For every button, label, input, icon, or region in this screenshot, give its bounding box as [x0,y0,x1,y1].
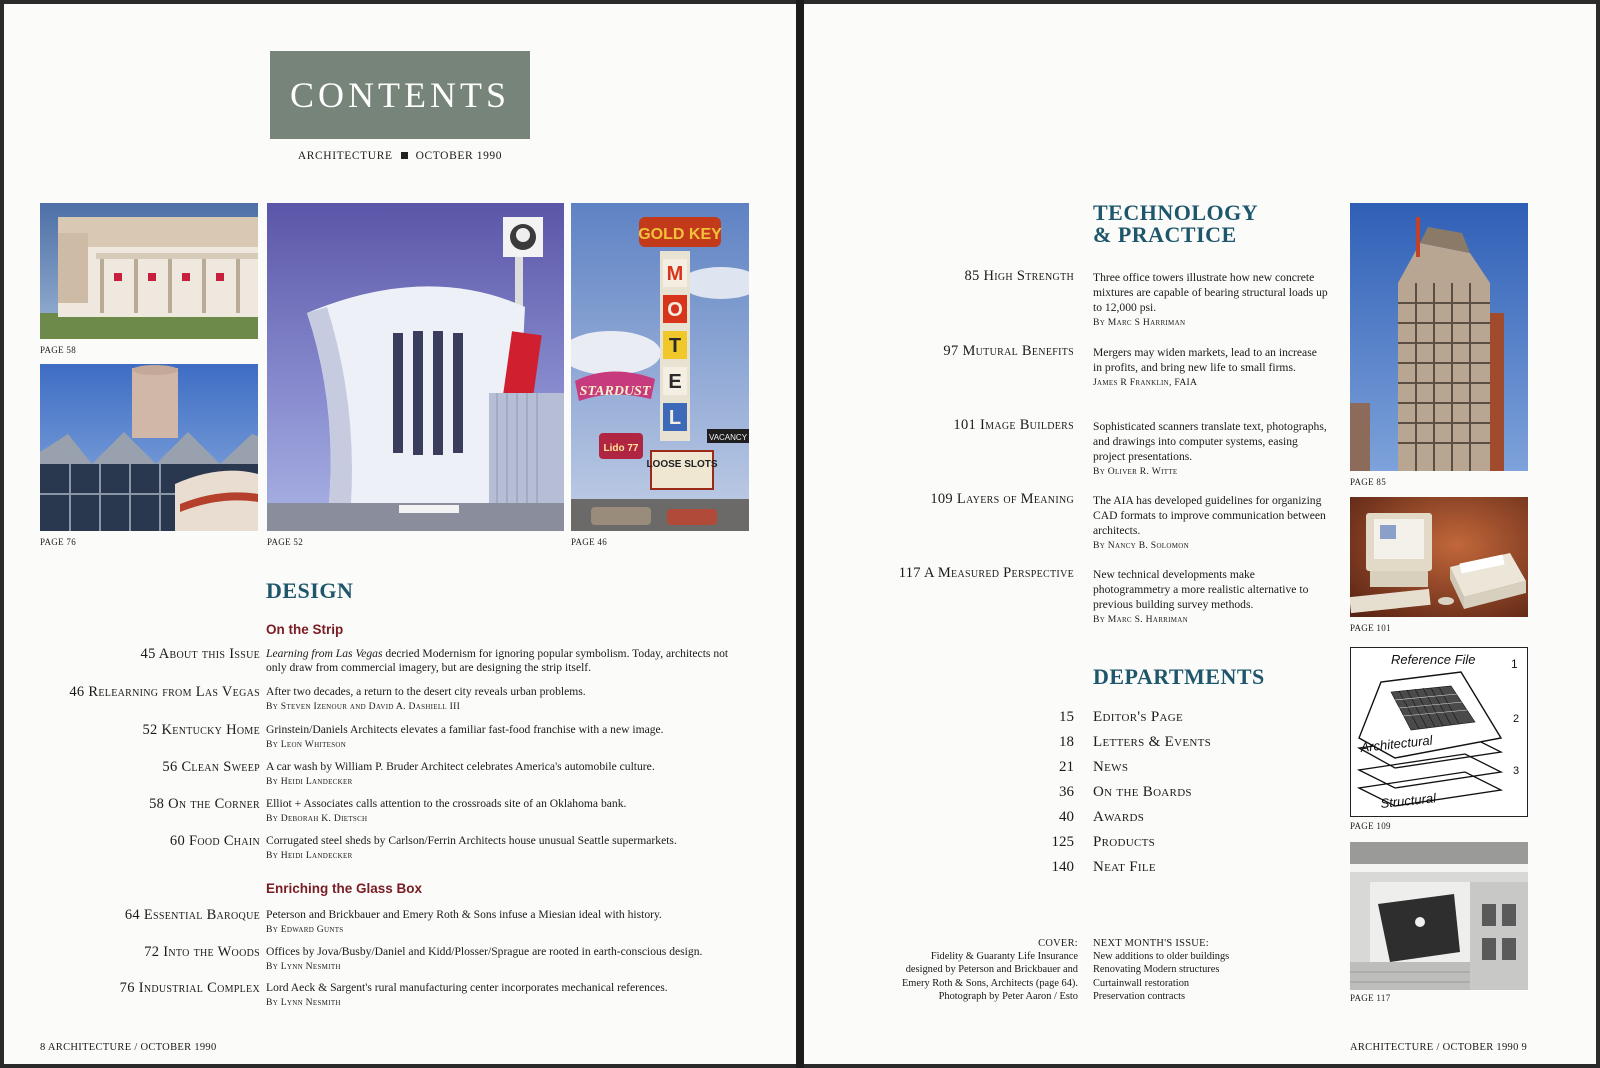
sign-vacancy: VACANCY [708,433,748,442]
left-page [4,4,796,1064]
square-bullet-icon [401,152,408,159]
article-description: Corrugated steel sheds by Carlson/Ferrin Architects house unusual Seattle supermarkets. By Heidi Landecker [266,834,736,863]
department-item: 18 Letters & Events [1059,734,1212,750]
sign-motel-m: M [666,263,684,285]
photo-office-tower [1350,203,1528,471]
next-month-issue: NEXT MONTH'S ISSUE: New additions to older buildings Renovating Modern structures Curtainwall restoration Preservation contracts [1093,938,1230,1002]
diagram-architectural-label: Architectural [1359,732,1434,755]
photo-kentucky-fried-chicken [267,203,564,531]
article-byline: James R Franklin, FAIA [1093,377,1198,388]
article-byline: By Heidi Landecker [266,776,353,787]
article-description: After two decades, a return to the desert city reveals urban problems. By Steven Izenour and David A. Dashiell III [266,685,736,714]
caption-page-52: PAGE 52 [267,537,304,547]
photo-building-survey [1350,842,1528,990]
article-description: Mergers may widen markets, lead to an increase in profits, and bring new life to small firms. James R Franklin, FAIA [1093,345,1328,390]
masthead [270,150,530,162]
article-description: Elliot + Associates calls attention to the crossroads site of an Oklahoma bank. By Deborah K. Dietsch [266,797,736,826]
article-number-title: 52 Kentucky Home [142,722,260,738]
article-number-title: 97 Mutural Benefits [943,343,1074,359]
article-byline: By Lynn Nesmith [266,997,341,1008]
article-description: Lord Aeck & Sargent's rural manufacturing center incorporates mechanical references. By Lynn Nesmith [266,981,736,1010]
subsection-enriching-glass-box: Enriching the Glass Box [266,881,423,896]
department-item: 125 Products [1051,834,1156,850]
right-page [804,4,1596,1064]
article-lead-italic: Learning from Las Vegas [266,647,383,660]
article-number-title: 117 A Measured Perspective [898,565,1074,581]
article-byline: By Heidi Landecker [266,850,353,861]
article-number-title: 101 Image Builders [953,417,1074,433]
article-description: The AIA has developed guidelines for organizing CAD formats to improve communication between architects. By Nancy B. Solomon [1093,493,1328,553]
article-number-title: 58 On the Corner [149,796,260,812]
photo-computer-scanner [1350,497,1528,617]
issue-date: OCTOBER 1990 [415,150,503,162]
diagram-structural-label: Structural [1379,790,1437,811]
diagram-layer-number-1: 1 [1511,657,1518,671]
photo-oklahoma-bank [40,203,258,339]
department-item: 21 News [1059,759,1129,775]
contents-title: CONTENTS [290,75,510,115]
article-byline: By Marc S Harriman [1093,317,1186,328]
diagram-layer-number-2: 2 [1513,713,1520,725]
article-byline: By Edward Gunts [266,924,344,935]
section-title-design: DESIGN [266,578,354,603]
section-title-technology: TECHNOLOGY & PRACTICE [1093,200,1259,247]
department-item: 140 Neat File [1051,859,1156,875]
caption-page-85: PAGE 85 [1350,477,1387,487]
diagram-reference-file-label: Reference File [1391,652,1476,667]
article-number-title: 60 Food Chain [169,833,260,849]
sign-motel-o: O [667,299,683,321]
sign-stardust: STARDUST [579,384,651,399]
caption-page-58: PAGE 58 [40,345,77,355]
caption-page-101: PAGE 101 [1350,623,1391,633]
article-byline: By Marc S. Harriman [1093,614,1188,625]
caption-page-117: PAGE 117 [1350,993,1391,1003]
photo-industrial-complex [40,364,258,531]
article-number-title: 45 About this Issue [140,646,260,662]
page-gutter [796,0,804,1068]
sign-motel-t: T [668,335,682,357]
sign-motel-e: E [668,371,682,393]
department-item: 36 On the Boards [1059,784,1192,800]
caption-page-76: PAGE 76 [40,537,77,547]
photo-las-vegas-signs [571,203,749,531]
folio-right: ARCHITECTURE / OCTOBER 1990 9 [1350,1042,1528,1053]
sign-loose-slots: LOOSE SLOTS [646,459,718,470]
article-byline: By Lynn Nesmith [266,961,341,972]
department-item: 15 Editor's Page [1059,709,1183,725]
cover-credit: COVER: Fidelity & Guaranty Life Insurance designed by Peterson and Brickbauer and Emery Roth & Sons, Architects (page 64). Photograph by Peter Aaron / Esto [901,938,1078,1002]
article-number-title: 76 Industrial Complex [119,980,260,996]
article-number-title: 46 Relearning from Las Vegas [69,684,260,700]
sign-gold-key: GOLD KEY [638,226,722,243]
caption-page-109: PAGE 109 [1350,821,1391,831]
article-number-title: 72 Into the Woods [144,944,260,960]
caption-page-46: PAGE 46 [571,537,608,547]
sign-lido: Lido 77 [603,443,639,454]
article-description: New technical developments make photogrammetry a more realistic alternative to previous building survey methods. By Marc S. Harriman [1093,567,1328,627]
article-description: Peterson and Brickbauer and Emery Roth & Sons infuse a Miesian ideal with history. By Edward Gunts [266,908,736,937]
folio-left: 8 ARCHITECTURE / OCTOBER 1990 [40,1042,217,1053]
article-number-title: 64 Essential Baroque [124,907,260,923]
publication-name: ARCHITECTURE [297,150,393,162]
article-description: Learning from Las Vegas decried Modernism for ignoring popular symbolism. Today, architects not only draw from commercial imagery, but are designing the strip itself. [266,647,729,674]
article-byline: By Oliver R. Witte [1093,466,1178,477]
article-byline: By Steven Izenour and David A. Dashiell III [266,701,461,712]
section-title-departments: DEPARTMENTS [1093,664,1265,689]
diagram-layer-number-3: 3 [1513,765,1520,777]
article-number-title: 109 Layers of Meaning [930,491,1074,507]
article-byline: By Deborah K. Dietsch [266,813,368,824]
subsection-on-the-strip: On the Strip [266,622,344,637]
sign-motel-l: L [668,407,682,429]
article-description: Grinstein/Daniels Architects elevates a familiar fast-food franchise with a new image. By Leon Whiteson [266,723,736,752]
article-description: Three office towers illustrate how new concrete mixtures are capable of bearing structural loads up to 12,000 psi. By Marc S Harriman [1093,271,1328,328]
article-number-title: 85 High Strength [964,268,1074,284]
article-description: A car wash by William P. Bruder Architect celebrates America's automobile culture. By Heidi Landecker [266,760,736,789]
article-byline: By Leon Whiteson [266,739,347,750]
diagram-cad-layers [1350,647,1528,817]
article-byline: By Nancy B. Solomon [1093,540,1189,551]
department-item: 40 Awards [1059,809,1145,825]
article-description: Offices by Jova/Busby/Daniel and Kidd/Plosser/Sprague are rooted in earth-conscious design. By Lynn Nesmith [266,945,736,974]
article-number-title: 56 Clean Sweep [162,759,260,775]
article-description: Sophisticated scanners translate text, photographs, and drawings into computer systems, easing project presentations. By Oliver R. Witte [1093,420,1327,477]
contents-title-box [270,51,530,139]
